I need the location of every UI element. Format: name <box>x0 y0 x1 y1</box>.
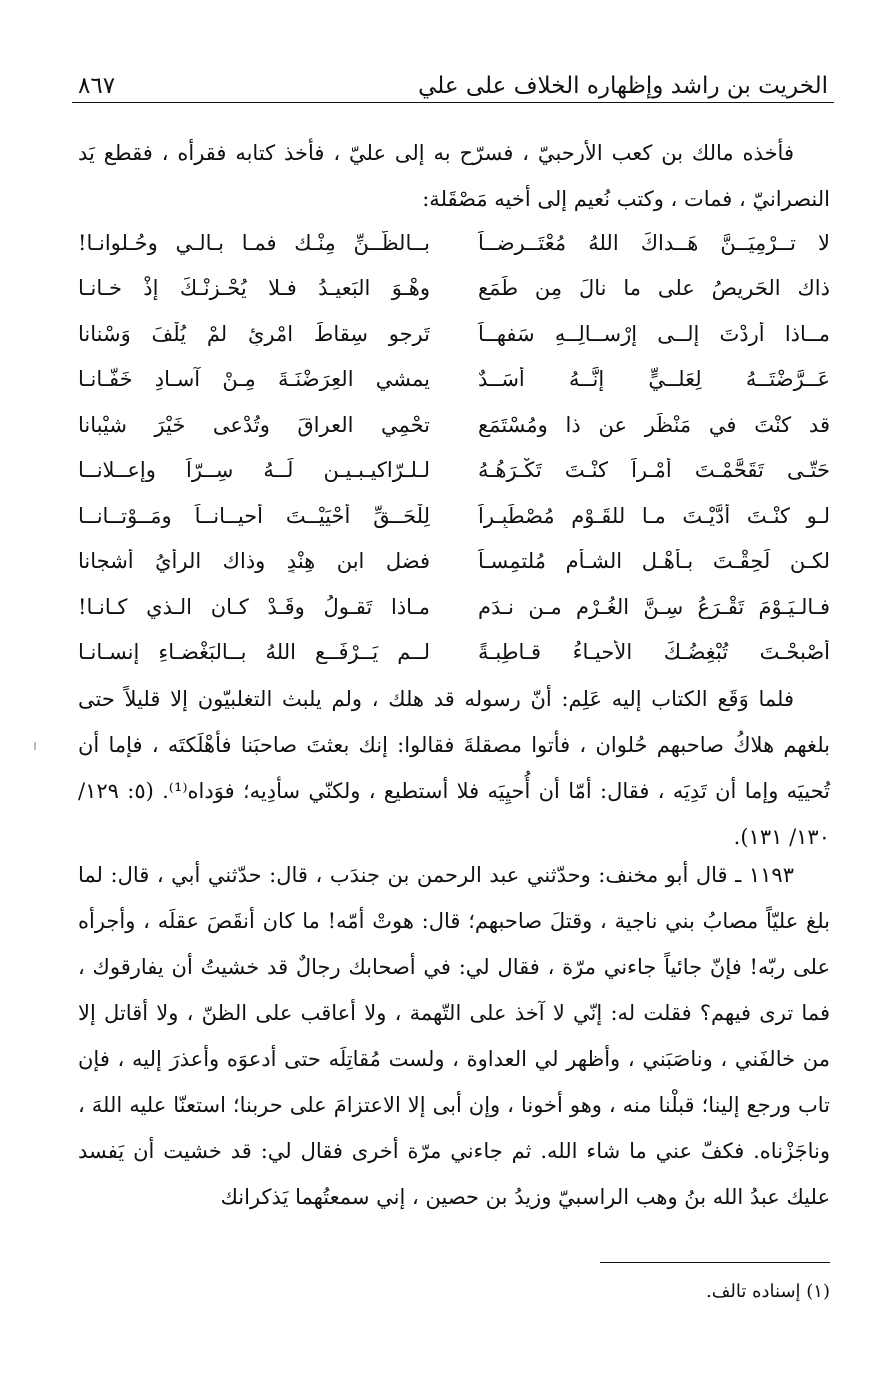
verse-second-hemistich: لــم يَــرْفَــعِ اللهُ بــالبَغْضـاءِ إنسـانـا <box>78 640 430 665</box>
poem-verse <box>78 539 830 585</box>
verse-first-hemistich: قد كنْتَ في مَنْظَرٍ عن ذا ومُسْتَمَعٍ <box>478 412 830 437</box>
intro-paragraph: فأخذه مالك بن كعب الأرحبيّ ، فسرّح به إلى عليّ ، فأخذ كتابه فقرأه ، فقطع يَد النصرانيّ ، فمات ، وكتب نُعيم إلى أخيه مَصْقَلة: <box>78 141 830 211</box>
poem-verse <box>78 493 830 539</box>
verse-first-hemistich: لا تــرْمِيَــنَّ هَــداكَ اللهُ مُعْتَــرِضــاً <box>478 230 830 255</box>
poem <box>78 220 830 675</box>
verse-second-hemistich: تحْمِي العراقَ وتُدْعى خَيْرَ شيْبانا <box>78 412 430 437</box>
verse-first-hemistich: أَصْبحْـتَ تُبْغِضُـكَ الأَحيـاءُ قـاطِبـةً <box>478 640 830 665</box>
verse-first-hemistich: لكـن لَحِقْـتَ بـأَهْـلِ الشـأمِ مُلتمِسـاً <box>478 549 830 574</box>
verse-second-hemistich: يمشي العِرَضْنَـةَ مِـنْ آسـادِ خَفّـانـا <box>78 367 430 392</box>
header-rule <box>72 102 834 103</box>
poem-verse <box>78 402 830 448</box>
running-title: الخريت بن راشد وإظهاره الخلاف على علي <box>418 73 828 99</box>
poem-verse <box>78 266 830 312</box>
verse-second-hemistich: لـلـرّاكيـبـيـن لَــهُ سِــرّاً وإعــلانــا <box>78 458 430 483</box>
paragraph-narration-1193: ١١٩٣ ـ قال أبو مخنف: وحدّثني عبد الرحمن بن جندَب ، قال: حدّثني أبي ، قال: لما بلغ عليّاً مصابُ بني ناجية ، وقتلَ صاحبهم؛ قال: هوتْ أمّه! ما كان أنقَصَ عقلَه ، وأجرأه على ربّه! فإنّ جائياً جاءني مرّة ، فقال لي: في أصحابك رجالٌ قد خشيتُ أن يفارقوك ، فما ترى فيهم؟ فقلت له: إنّي لا آخذ على التّهمة ، ولا أعاقب على الظنّ ، ولا أقاتل إلا من خالفَني ، وناصَبَني ، وأظهر لي العداوة ، ولست مُقاتِلَه حتى أدعوَه وأعذرَ إليه ، فإن تاب ورجع إلينا؛ قبلْنا منه ، وهو أخونا ، وإن أبى إلا الاعتزامَ على حربنا؛ استعنّا عليه اللهَ ، وناجَزْناه. فكفّ عني ما شاء الله. ثم جاءني مرّة أخرى فقال لي: قد خشيت أن يَفسد عليك عبدُ الله بنُ وهب الراسبيّ وزيدُ بن حصين ، إني سمعتُهما يَذكرانك <box>78 863 830 1209</box>
verse-second-hemistich: فضل ابن هِنْدٍ وذاك الرأيُ أَشجانا <box>78 549 430 574</box>
poem-verse <box>78 584 830 630</box>
verse-first-hemistich: عَــرَّضْتَــهُ لِعَلــيٍّ إنَّــهُ أَسَــدٌ <box>478 367 830 392</box>
verse-second-hemistich: مـاذا تَقـولُ وقَـدْ كـان الـذي كـانـا! <box>78 594 430 619</box>
footnote-rule <box>600 1262 830 1263</box>
verse-first-hemistich: فـالـيَـوْمَ تَقْـرَعُ سِـنَّ الغُـرْمِ مـن نـدَمٍ <box>478 594 830 619</box>
poem-verse <box>78 448 830 494</box>
verse-second-hemistich: بــالظَّــنِّ مِنْـك فمـا بـالـي وحُـلوانـا! <box>78 230 430 255</box>
page-header <box>78 62 828 102</box>
page-number: ٨٦٧ <box>78 73 116 99</box>
verse-second-hemistich: لِلْحَــقِّ أَحْيَيْــتَ أَحيــانــاً ومَــوْتــانــا <box>78 503 430 528</box>
verse-second-hemistich: وهْـوَ البَعيـدُ فـلا يُحْـزِنْـكَ إذْ خـانـا <box>78 276 430 301</box>
paragraph-story-end: فلما وَقَع الكتاب إليه عَلِم: أنّ رسوله قد هلك ، ولم يلبث التغلبيّون إلا قليلاً حتى بلغهم هلاكُ صاحبهم حُلوان ، فأتوا مصقلةَ فقالوا: إنك بعثتَ صاحبَنا فأهْلَكتَه ، فإما أن تُحييَه وإما أن تَدِيَه ، فقال: أمّا أن أُحيِيَه فلا أستطيع ، ولكنّي سأدِيه؛ فوَداه⁽¹⁾. (٥: ١٢٩/ ١٣٠/ ١٣١). <box>78 687 830 849</box>
poem-verse <box>78 630 830 676</box>
poem-verse <box>78 220 830 266</box>
poem-verse <box>78 357 830 403</box>
footnote: (١) إسناده تالف. <box>706 1281 830 1302</box>
poem-verse <box>78 311 830 357</box>
margin-mark <box>34 742 36 750</box>
verse-first-hemistich: ذاك الحَريصُ على ما نالَ مِن طَمَعٍ <box>478 276 830 301</box>
verse-second-hemistich: تَرجو سِقاطَ امْرِئٍ لمْ يُلْفَ وَسْنانا <box>78 321 430 346</box>
verse-first-hemistich: لـو كنْـتَ أَدَّيْـتَ مـا للقَـوْمِ مُصْطَبِـراً <box>478 503 830 528</box>
verse-first-hemistich: حَتّـى تَقَحَّمْـتَ أَمْـراً كنْـتَ تَكْـرَهُـهُ <box>478 458 830 483</box>
verse-first-hemistich: مــاذا أَردْتَ إلــى إرْســالِــهِ سَفهــاً <box>478 321 830 346</box>
